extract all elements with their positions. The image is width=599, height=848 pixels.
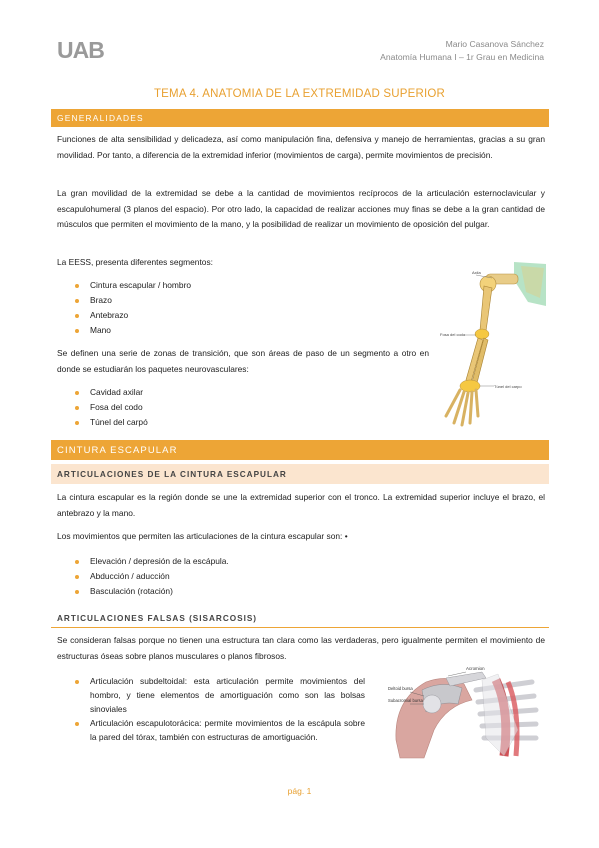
section-heading-cintura: CINTURA ESCAPULAR — [51, 440, 549, 460]
falsas-list — [75, 674, 365, 744]
list-item: Cintura escapular / hombro — [75, 278, 191, 293]
list-item: Túnel del carpó — [75, 415, 148, 430]
header-author-block — [380, 38, 544, 64]
figure-label: Subacromial bursa — [388, 698, 423, 703]
arm-skeleton-figure — [436, 258, 548, 428]
logo-text: UAB — [57, 37, 104, 61]
list-item: Mano — [75, 323, 191, 338]
paragraph: Se definen una serie de zonas de transición, que son áreas de paso de un segmento a otro en donde se estudiarán los paquetes neurovasculares: — [57, 348, 429, 374]
list-item: Brazo — [75, 293, 191, 308]
list-item: Elevación / depresión de la escápula. — [75, 554, 229, 569]
section-heading-generalidades: GENERALIDADES — [51, 109, 549, 127]
divider — [51, 627, 549, 628]
subheading-articulaciones: ARTICULACIONES DE LA CINTURA ESCAPULAR — [51, 464, 549, 484]
paragraph: La EESS, presenta diferentes segmentos: — [57, 257, 213, 267]
list-item: Articulación escapulotorácica: permite movimientos de la escápula sobre la pared del tórax, también con estructuras de amortiguación. — [75, 716, 365, 744]
list-item: Articulación subdeltoidal: esta articulación permite movimientos del hombro, y tiene elementos de amortiguación como son las bolsas sinoviales — [75, 674, 365, 716]
course-name: Anatomía Humana I – 1r Grau en Medicina — [380, 52, 544, 62]
list-item: Basculación (rotación) — [75, 584, 229, 599]
page-number: pág. 1 — [287, 786, 312, 796]
page-title: TEMA 4. ANATOMIA DE LA EXTREMIDAD SUPERIOR — [153, 88, 446, 100]
zones-list — [75, 385, 148, 430]
paragraph: La cintura escapular es la región donde se une la extremidad superior con el tronco. La extremidad superior incluye el brazo, el antebrazo y la mano. — [57, 492, 545, 518]
list-item: Antebrazo — [75, 308, 191, 323]
paragraph: La gran movilidad de la extremidad se debe a la cantidad de movimientos recíprocos de la articulación esternoclavicular y escapulohumeral (3 planos del espacio). Por otro lado, la capacidad de realizar acciones muy finas se debe a la gran cantidad de músculos que permiten el movimiento de la mano, y la posibilidad de realizar un movimiento de oposición del pulgar. — [57, 188, 545, 229]
list-item: Abducción / aducción — [75, 569, 229, 584]
list-item: Cavidad axilar — [75, 385, 148, 400]
shoulder-figure — [386, 660, 548, 760]
paragraph: Se consideran falsas porque no tienen una estructura tan clara como las verdaderas, pero igualmente permiten el movimiento de estructuras óseas sobre planos musculares o planos fibrosos. — [57, 635, 545, 661]
figure-label: Túnel del carpo — [494, 384, 522, 389]
uab-logo — [57, 37, 117, 61]
paragraph: Los movimientos que permiten las articulaciones de la cintura escapular son: • — [57, 531, 348, 541]
author-name: Mario Casanova Sánchez — [445, 39, 544, 49]
figure-label: Acromion — [466, 666, 485, 671]
figure-label: Axila — [472, 270, 481, 275]
movements-list — [75, 554, 229, 599]
list-item: Fosa del codo — [75, 400, 148, 415]
segments-list — [75, 278, 191, 338]
paragraph: Funciones de alta sensibilidad y delicadeza, así como manipulación fina, defensiva y manejo de herramientas, gracias a su gran movilidad. Por tanto, a diferencia de la extremidad inferior (movimientos de carga), permite movimientos de precisión. — [57, 134, 545, 160]
figure-label: Fosa del codo — [440, 332, 466, 337]
figure-label: Deltoid bursa — [388, 686, 413, 691]
subheading-falsas: ARTICULACIONES FALSAS (SISARCOSIS) — [57, 614, 258, 623]
